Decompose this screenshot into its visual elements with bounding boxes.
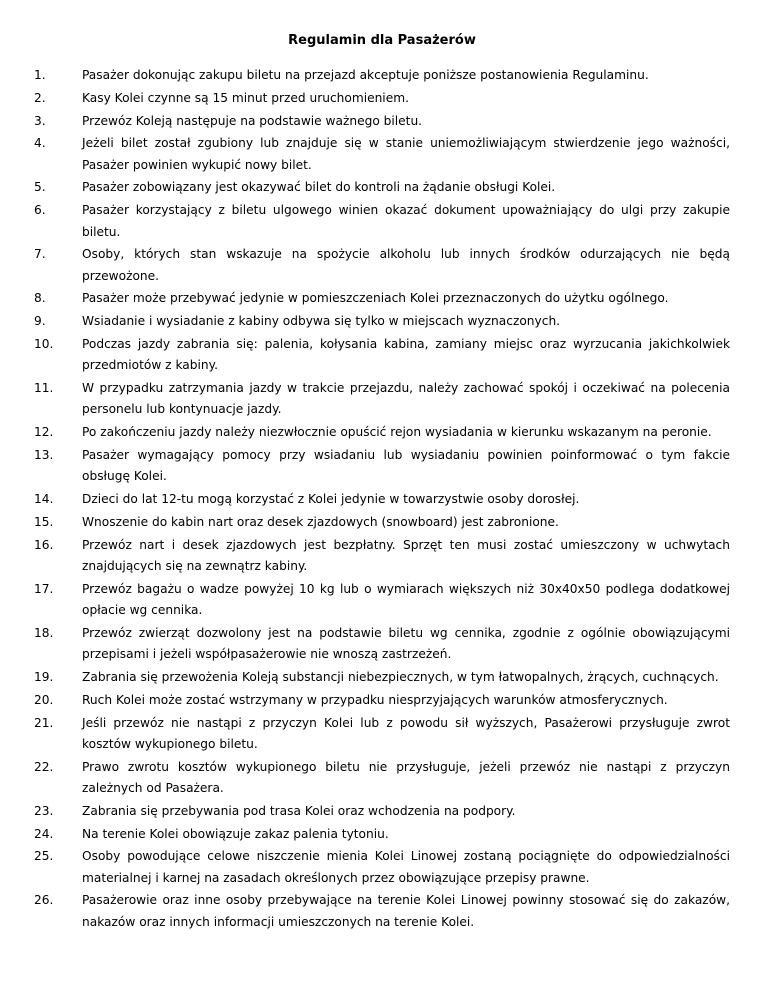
rule-item xyxy=(34,757,730,800)
rule-item xyxy=(34,65,730,86)
rule-number: 21. xyxy=(34,715,54,730)
rule-number: 4. xyxy=(34,136,46,151)
rule-item xyxy=(34,311,730,332)
rule-item xyxy=(34,489,730,510)
rule-item xyxy=(34,623,730,666)
rule-number: 25. xyxy=(34,849,54,864)
rule-item xyxy=(34,512,730,533)
rules-list xyxy=(34,65,730,933)
rule-number: 17. xyxy=(34,581,54,596)
rule-item xyxy=(34,422,730,443)
rule-text: Dzieci do lat 12-tu mogą korzystać z Kolei jedynie w towarzystwie osoby dorosłej. xyxy=(82,492,580,507)
rule-text: Przewóz zwierząt dozwolony jest na podstawie biletu wg cennika, zgodnie z ogólnie obowiązującymi przepisami i jeżeli współpasażerowie nie wnoszą zastrzeżeń. xyxy=(82,625,730,662)
rule-item xyxy=(34,288,730,309)
rule-text: Pasażer wymagający pomocy przy wsiadaniu lub wysiadaniu powinien poinformować o tym fakcie obsługę Kolei. xyxy=(82,448,730,484)
rule-item xyxy=(34,535,730,578)
rule-number: 26. xyxy=(34,893,54,908)
rule-number: 23. xyxy=(34,803,54,818)
rule-item xyxy=(34,378,730,421)
rule-number: 1. xyxy=(34,68,46,82)
rule-number: 2. xyxy=(34,90,46,105)
rule-item xyxy=(34,177,730,198)
rule-number: 10. xyxy=(34,337,54,352)
rule-text: Kasy Kolei czynne są 15 minut przed uruchomieniem. xyxy=(82,90,409,105)
rule-item xyxy=(34,801,730,822)
rule-number: 8. xyxy=(34,291,46,306)
rule-item xyxy=(34,690,730,711)
rule-text: Pasażer może przebywać jedynie w pomieszczeniach Kolei przeznaczonych do użytku ogólnego. xyxy=(82,291,669,306)
rule-number: 3. xyxy=(34,113,46,128)
rule-number: 22. xyxy=(34,759,54,774)
rule-text: Pasażer korzystający z biletu ulgowego winien okazać dokument upoważniający do ulgi przy zakupie biletu. xyxy=(82,203,730,239)
rule-text: Prawo zwrotu kosztów wykupionego biletu nie przysługuje, jeżeli przewóz nie nastąpi z przyczyn zależnych od Pasażera. xyxy=(82,759,730,795)
rule-text: Podczas jazdy zabrania się: palenia, kołysania kabina, zamiany miejsc oraz wyrzucania jakichkolwiek przedmiotów z kabiny. xyxy=(82,337,730,373)
rule-item xyxy=(34,111,730,132)
rule-text: Przewóz bagażu o wadze powyżej 10 kg lub o wymiarach większych niż 30x40x50 podlega dodatkowej opłacie wg cennika. xyxy=(82,581,730,618)
rule-item xyxy=(34,824,730,845)
rule-text: Po zakończeniu jazdy należy niezwłocznie opuścić rejon wysiadania w kierunku wskazanym na peronie. xyxy=(82,425,712,440)
rule-number: 24. xyxy=(34,826,54,841)
rule-number: 12. xyxy=(34,425,54,440)
rule-number: 18. xyxy=(34,625,54,640)
rule-text: Pasażer zobowiązany jest okazywać bilet do kontroli na żądanie obsługi Kolei. xyxy=(82,180,556,195)
rule-number: 16. xyxy=(34,537,54,552)
rule-number: 5. xyxy=(34,180,46,195)
rule-text: Osoby, których stan wskazuje na spożycie alkoholu lub innych środków odurzających nie będą przewożone. xyxy=(82,247,730,283)
rule-item xyxy=(34,667,730,688)
rule-item xyxy=(34,200,730,243)
rule-text: Pasażerowie oraz inne osoby przebywające na terenie Kolei Linowej powinny stosować się do zakazów, nakazów oraz innych informacji umieszczonych na terenie Kolei. xyxy=(82,893,730,929)
rule-item xyxy=(34,133,730,176)
rule-text: Przewóz Koleją następuje na podstawie ważnego biletu. xyxy=(82,113,423,128)
rule-item xyxy=(34,244,730,287)
rule-item xyxy=(34,846,730,889)
rule-item xyxy=(34,890,730,933)
rule-item xyxy=(34,334,730,377)
rule-item xyxy=(34,445,730,488)
rule-text: Pasażer dokonując zakupu biletu na przejazd akceptuje poniższe postanowienia Regulaminu. xyxy=(82,68,649,82)
rule-text: W przypadku zatrzymania jazdy w trakcie przejazdu, należy zachować spokój i oczekiwać na polecenia personelu lub kontynuacje jazdy. xyxy=(82,381,730,417)
rule-number: 14. xyxy=(34,492,54,507)
rule-item xyxy=(34,713,730,756)
rule-text: Wsiadanie i wysiadanie z kabiny odbywa się tylko w miejscach wyznaczonych. xyxy=(82,314,561,329)
rule-item xyxy=(34,88,730,109)
rule-text: Zabrania się przewożenia Koleją substancji niebezpiecznych, w tym łatwopalnych, żrących, cuchnących. xyxy=(82,670,719,685)
rule-number: 7. xyxy=(34,247,46,262)
rule-number: 15. xyxy=(34,514,54,529)
rule-text: Jeśli przewóz nie nastąpi z przyczyn Kolei lub z powodu sił wyższych, Pasażerowi przysługuje zwrot kosztów wykupionego biletu. xyxy=(82,715,730,751)
rule-number: 19. xyxy=(34,670,54,685)
rule-text: Jeżeli bilet został zgubiony lub znajduje się w stanie uniemożliwiającym stwierdzenie jego ważności, Pasażer powinien wykupić nowy bilet. xyxy=(82,136,730,172)
rule-number: 9. xyxy=(34,314,46,329)
rule-text: Ruch Kolei może zostać wstrzymany w przypadku niesprzyjających warunków atmosferycznych. xyxy=(82,692,668,707)
page-title: Regulamin dla Pasażerów xyxy=(288,33,476,48)
rule-text: Przewóz nart i desek zjazdowych jest bezpłatny. Sprzęt ten musi zostać umieszczony w uchwytach znajdujących się na zewnątrz kabiny. xyxy=(82,537,730,574)
rule-item xyxy=(34,579,730,622)
rule-number: 11. xyxy=(34,381,54,396)
rule-text: Wnoszenie do kabin nart oraz desek zjazdowych (snowboard) jest zabronione. xyxy=(82,514,559,529)
rule-text: Osoby powodujące celowe niszczenie mienia Kolei Linowej zostaną pociągnięte do odpowiedzialności materialnej i karnej na zasadach określonych przez obowiązujące przepisy prawne. xyxy=(82,849,730,885)
rule-text: Na terenie Kolei obowiązuje zakaz palenia tytoniu. xyxy=(82,826,389,841)
rule-text: Zabrania się przebywania pod trasa Kolei oraz wchodzenia na podpory. xyxy=(82,803,516,818)
rule-number: 20. xyxy=(34,692,54,707)
rule-number: 13. xyxy=(34,448,54,463)
rule-number: 6. xyxy=(34,203,46,218)
